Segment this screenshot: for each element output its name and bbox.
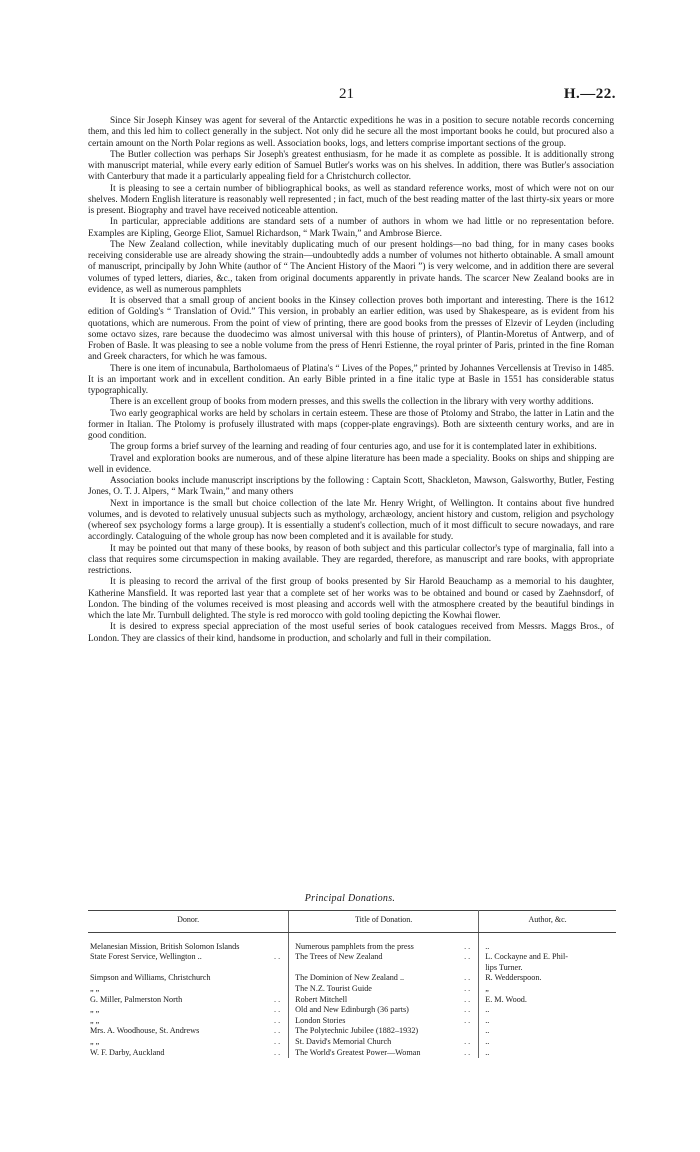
table-row [88, 984, 616, 995]
paragraph: It is desired to express special appreciation of the most useful series of book catalogues received from Messrs. Maggs Bros., of London. They are classics of their kind, handsome in production, and scholarly and full in their compilation. [88, 622, 614, 644]
title-cell [289, 952, 479, 963]
paragraph: In particular, appreciable additions are standard sets of a number of authors in whom we had little or no representation before. Examples are Kipling, George Eliot, Samuel Richardson, “ Mark Twain,” and Ambrose Bierce. [88, 217, 614, 239]
page-number: 21 [339, 86, 354, 102]
donor-name: Melanesian Mission, British Solomon Islands [90, 941, 240, 951]
leader-dots: .. [274, 1036, 283, 1046]
table-body [88, 932, 616, 1058]
table-row [88, 952, 616, 963]
title-cell [289, 1005, 479, 1016]
leader-dots: .. [464, 994, 473, 1004]
donor-cell [88, 1005, 289, 1016]
leader-dots: .. [274, 952, 283, 962]
title-cell [289, 995, 479, 1006]
author-cell: .. [485, 941, 490, 951]
paragraph: Two early geographical works are held by scholars in certain esteem. These are those of Ptolomy and Strabo, the latter in Latin and the former in Italian. The Ptolomy is profusely illustrated with maps (copper-plate engravings). Both are sixteenth century works, and are in good condition. [88, 408, 614, 441]
title-cell [289, 973, 479, 984]
column-header-author: Author, &c. [479, 911, 616, 933]
donor-name: „ „ [90, 983, 100, 993]
column-header-donor: Donor. [88, 911, 289, 933]
leader-dots: .. [464, 1005, 473, 1015]
table-caption: Principal Donations. [304, 893, 396, 904]
leader-dots [282, 973, 286, 984]
author-cell: .. [485, 1005, 490, 1015]
donation-title: St. David's Memorial Church [295, 1036, 392, 1046]
donor-cell [88, 973, 289, 984]
donation-title: London Stories [295, 1015, 346, 1025]
leader-dots [282, 984, 286, 995]
donation-title: The Polytechnic Jubilee (1882–1932) [295, 1026, 419, 1036]
paragraph: The New Zealand collection, while inevitably duplicating much of our present holdings—no bad thing, for in many cases books receiving considerable use are already showing the strain—undoubtedly adds a number of volumes not hitherto obtainable. A small amount of manuscript, principally by John White (author of “ The Ancient History of the Maori ”) is very welcome, and in addition there are several volumes of typed letters, diaries, &c., taken from original documents apparently in private hands. The scarcer New Zealand books are in evidence, as well as numerous pamphlets [88, 239, 614, 295]
author-cell: E. M. Wood. [485, 994, 527, 1004]
table-row [88, 1016, 616, 1027]
donation-title: The World's Greatest Power—Woman [295, 1047, 421, 1057]
leader-dots: .. [274, 1005, 283, 1015]
donor-name: „ „ [90, 1015, 100, 1025]
donor-name: Simpson and Williams, Christchurch [90, 973, 211, 983]
donations-table [88, 910, 616, 1058]
leader-dots: .. [274, 994, 283, 1004]
table-row [88, 1026, 616, 1037]
leader-dots: .. [464, 1015, 473, 1025]
donation-title: The Trees of New Zealand [295, 952, 383, 962]
title-cell [289, 1016, 479, 1027]
paragraph: Next in importance is the small but choice collection of the late Mr. Henry Wright, of Wellington. It contains about five hundred volumes, and is devoted to relatively unusual subjects such as mythology, archæology, ancient history and custom, religion and psychology (whereof sex psychology forms a large group). It is essentially a student's collection, much of it most difficult to secure nowadays, and rare accordingly. Cataloguing of the whole group has now been completed and it is available for study. [88, 498, 614, 543]
author-cell: L. Cockayne and E. Phil- [485, 952, 568, 962]
donor-cell [88, 984, 289, 995]
title-cell [289, 1048, 479, 1059]
leader-dots: .. [274, 1026, 283, 1036]
table-row [88, 963, 616, 974]
donor-cell [88, 1048, 289, 1059]
donor-name: G. Miller, Palmerston North [90, 994, 183, 1004]
table-row [88, 1005, 616, 1016]
paragraph: The Butler collection was perhaps Sir Joseph's greatest enthusiasm, for he made it as complete as possible. It is additionally strong with manuscript material, while every early edition of Samuel Butler's works was on his shelves. In addition, there was Butler's association with Canterbury that made it a particularly appealing field for a Christchurch collector. [88, 149, 614, 183]
leader-dots [282, 942, 286, 953]
donor-cell [88, 1026, 289, 1037]
donation-title: Robert Mitchell [295, 994, 348, 1004]
paragraph: Since Sir Joseph Kinsey was agent for several of the Antarctic expeditions he was in a position to secure notable records concerning them, and this led him to collect generally in the subject. Not only did he secure all the most important books he could, but procured also a certain amount on the North Polar regions as well. Association books, logs, and letters comprise important sections of the group. [88, 116, 614, 149]
donor-cell [88, 1016, 289, 1027]
donation-title: The Dominion of New Zealand .. [295, 973, 405, 983]
donation-title: The N.Z. Tourist Guide [295, 983, 372, 993]
leader-dots: .. [464, 1036, 473, 1046]
leader-dots [472, 1026, 476, 1037]
column-header-title: Title of Donation. [289, 911, 479, 933]
paragraph: There is one item of incunabula, Bartholomaeus of Platina's “ Lives of the Popes,” printed by Johannes Vercellensis at Treviso in 1485. It is an important work and in excellent condition. An early Bible printed in a fine italic type at Basle in 1551 has considerable status typographically. [88, 363, 614, 396]
title-cell [289, 1037, 479, 1048]
table-spacer-row [88, 932, 616, 942]
paragraph: It is pleasing to record the arrival of the first group of books presented by Sir Harold Beauchamp as a memorial to his daughter, Katherine Mansfield. It was reported last year that a complete set of her works was to be obtained and bound or cased by Zaehnsdorf, of London. The binding of the volumes received is most pleasing and accords well with the atmosphere created by the beautiful bindings in which the late Mr. Turnbull delighted. The style is red morocco with gold tooling depicting the Kowhai flower. [88, 577, 614, 621]
table-row [88, 973, 616, 984]
leader-dots: .. [464, 941, 473, 951]
paragraph: Travel and exploration books are numerous, and of these alpine literature has been made a speciality. Books on ships and shipping are well in evidence. [88, 453, 614, 475]
author-cell: lips Turner. [485, 962, 523, 972]
table-row [88, 942, 616, 953]
leader-dots: .. [464, 983, 473, 993]
donation-title: Numerous pamphlets from the press [295, 941, 414, 951]
table-row [88, 1048, 616, 1059]
title-cell [289, 942, 479, 953]
author-cell: .. [485, 1026, 490, 1036]
page-header [0, 86, 700, 106]
table-header-row [88, 911, 616, 933]
donor-cell [88, 1037, 289, 1048]
donation-title: Old and New Edinburgh (36 parts) [295, 1005, 409, 1015]
donor-name: Mrs. A. Woodhouse, St. Andrews [90, 1026, 200, 1036]
leader-dots: .. [464, 973, 473, 983]
paragraph: It is pleasing to see a certain number of bibliographical books, as well as standard reference works, most of which were not on our shelves. Modern English literature is reasonably well represented ; in fact, much of the best reading matter of the last thirty-six years or more is present. Biography and travel have received noticeable attention. [88, 183, 614, 216]
title-cell [289, 963, 479, 974]
paragraph: It is observed that a small group of ancient books in the Kinsey collection proves both important and interesting. There is the 1612 edition of Golding's “ Translation of Ovid.” This version, in probably an earlier edition, was used by Shakespeare, as is evident from his quotations, which are numerous. From the point of view of printing, there are good books from the presses of Elzevir of Leyden (including some octavo sizes, rare because the duodecimo was almost universal with this house of printers), of Plantin-Moretus of Antwerp, and of Froben of Basle. It was pleasing to see a noble volume from the press of Henri Estienne, the royal printer of Paris, printed in the fine Roman and Greek characters, for which he was famous. [88, 296, 614, 363]
donor-cell [88, 942, 289, 953]
leader-dots: .. [464, 1047, 473, 1057]
author-cell: R. Wedderspoon. [485, 973, 542, 983]
author-cell: .. [485, 1015, 490, 1025]
title-cell [289, 1026, 479, 1037]
table-row [88, 995, 616, 1006]
donor-name: State Forest Service, Wellington .. [90, 952, 202, 962]
paragraph: It may be pointed out that many of these books, by reason of both subject and this particular collector's type of marginalia, fall into a class that requires some circumspection in making available. They are regarded, therefore, as manuscript and rare books, with appropriate restrictions. [88, 543, 614, 576]
paragraph: There is an excellent group of books from modern presses, and this swells the collection in the library with very worthy additions. [110, 397, 594, 408]
document-reference: H.—22. [563, 86, 616, 102]
leader-dots: .. [274, 1047, 283, 1057]
donor-name: W. F. Darby, Auckland [90, 1047, 165, 1057]
author-cell: .. [485, 1047, 490, 1057]
paragraph: The group forms a brief survey of the learning and reading of four centuries ago, and use for it is contemplated later in exhibitions. [110, 442, 597, 453]
donor-name: „ „ [90, 1005, 100, 1015]
author-cell: .. [485, 1036, 490, 1046]
table-row [88, 1037, 616, 1048]
author-cell: „ [485, 983, 489, 993]
title-cell [289, 984, 479, 995]
leader-dots: .. [464, 952, 473, 962]
donor-cell [88, 995, 289, 1006]
paragraph: Association books include manuscript inscriptions by the following : Captain Scott, Shackleton, Mawson, Galsworthy, Butler, Festing Jones, O. T. J. Alpers, “ Mark Twain,” and many others [88, 476, 614, 498]
donor-cell [88, 952, 289, 963]
body-text [88, 116, 614, 645]
donor-cell [88, 963, 289, 974]
leader-dots: .. [274, 1015, 283, 1025]
donor-name: „ „ [90, 1036, 100, 1046]
